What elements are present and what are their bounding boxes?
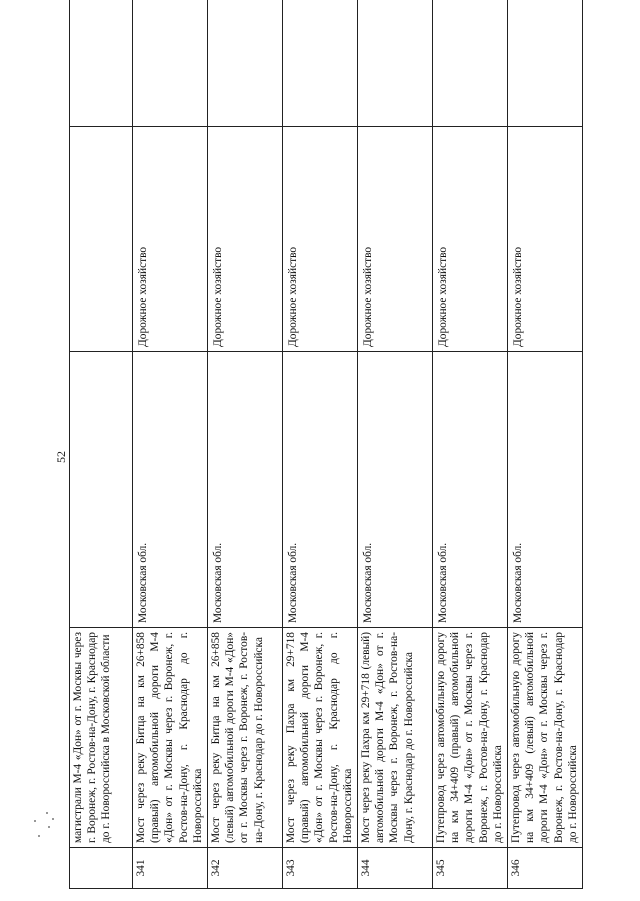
object-name-cell: Мост через реку Пахра км 29+718 (правый) автомобильной дороги М-4 «Дон» от г. Москвы через г. Воронеж, г. Ростов-на-Дону, г. Краснодар до г. Новороссийска	[283, 628, 358, 848]
table-row	[133, 0, 208, 889]
empty-cell	[133, 0, 208, 127]
sector-text	[71, 131, 73, 347]
sector-text: Дорожное хозяйство	[512, 246, 524, 347]
table-row	[208, 0, 283, 889]
object-name-cell: Мост через реку Битца на км 26+858 (правый) автомобильной дороги М-4 «Дон» от г. Москвы через г. Воронеж, г. Ростов-на-Дону, г. Краснодар до г. Новороссийска	[133, 628, 208, 848]
sector-cell	[208, 127, 283, 352]
region-text: Московская обл.	[287, 542, 299, 623]
table-row	[70, 0, 133, 889]
registry-table	[69, 0, 583, 889]
region-cell	[508, 352, 583, 628]
empty-cell	[508, 0, 583, 127]
row-number-cell: 345	[433, 848, 508, 889]
region-cell	[208, 352, 283, 628]
empty-cell	[283, 0, 358, 127]
region-cell	[70, 352, 133, 628]
sector-cell	[283, 127, 358, 352]
empty-cell	[70, 0, 133, 127]
table-row	[433, 0, 508, 889]
region-text: Московская обл.	[437, 542, 449, 623]
region-cell	[433, 352, 508, 628]
sector-cell	[70, 127, 133, 352]
object-name-cell: Путепровод через автомобильную дорогу на км 34+409 (правый) автомобильной дороги М-4 «Дон» от г. Москвы через г. Воронеж, г. Ростов-на-Дону, г. Краснодар до г. Новороссийска	[433, 628, 508, 848]
sector-cell	[433, 127, 508, 352]
region-text: Московская обл.	[512, 542, 524, 623]
scan-speck	[38, 835, 40, 837]
empty-cell	[433, 0, 508, 127]
scan-speck	[52, 818, 54, 820]
sector-text: Дорожное хозяйство	[437, 246, 449, 347]
sector-cell	[508, 127, 583, 352]
scan-speck	[46, 812, 48, 814]
region-text: Московская обл.	[137, 542, 149, 623]
row-number-cell: 344	[358, 848, 433, 889]
region-text: Московская обл.	[362, 542, 374, 623]
scan-speck	[34, 820, 36, 822]
region-cell	[358, 352, 433, 628]
sector-text: Дорожное хозяйство	[362, 246, 374, 347]
sector-text: Дорожное хозяйство	[137, 246, 149, 347]
row-number-cell: 343	[283, 848, 358, 889]
region-text	[71, 356, 73, 623]
sector-text: Дорожное хозяйство	[287, 246, 299, 347]
page-number: 52	[54, 451, 68, 463]
empty-cell	[358, 0, 433, 127]
scan-speck	[48, 826, 50, 828]
region-cell	[133, 352, 208, 628]
row-number-cell: 342	[208, 848, 283, 889]
table-row	[508, 0, 583, 889]
object-name-cell: Мост через реку Пахра км 29+718 (левый) автомобильной дороги М-4 «Дон» от г. Москвы через г. Воронеж, г. Ростов-на-Дону, г. Краснодар до г. Новороссийска	[358, 628, 433, 848]
region-cell	[283, 352, 358, 628]
object-name-cell: Путепровод через автомобильную дорогу на км 34+409 (левый) автомобильной дороги М-4 «Дон» от г. Москвы через г. Воронеж, г. Ростов-на-Дону, г. Краснодар до г. Новороссийска	[508, 628, 583, 848]
table-row	[283, 0, 358, 889]
row-number-cell	[70, 848, 133, 889]
table-row	[358, 0, 433, 889]
sector-text: Дорожное хозяйство	[212, 246, 224, 347]
empty-cell	[208, 0, 283, 127]
row-number-cell: 346	[508, 848, 583, 889]
row-number-cell: 341	[133, 848, 208, 889]
sector-cell	[358, 127, 433, 352]
object-name-cell: Мост через реку Битца на км 26+858 (левый) автомобильной дороги М-4 «Дон» от г. Москвы через г. Воронеж, г. Ростов-на-Дону, г. Краснодар до г. Новороссийска	[208, 628, 283, 848]
object-name-cell: магистрали М-4 «Дон» от г. Москвы через г. Воронеж, г. Ростов-на-Дону, г. Краснодар до г. Новороссийска в Московской области	[70, 628, 133, 848]
sector-cell	[133, 127, 208, 352]
region-text: Московская обл.	[212, 542, 224, 623]
